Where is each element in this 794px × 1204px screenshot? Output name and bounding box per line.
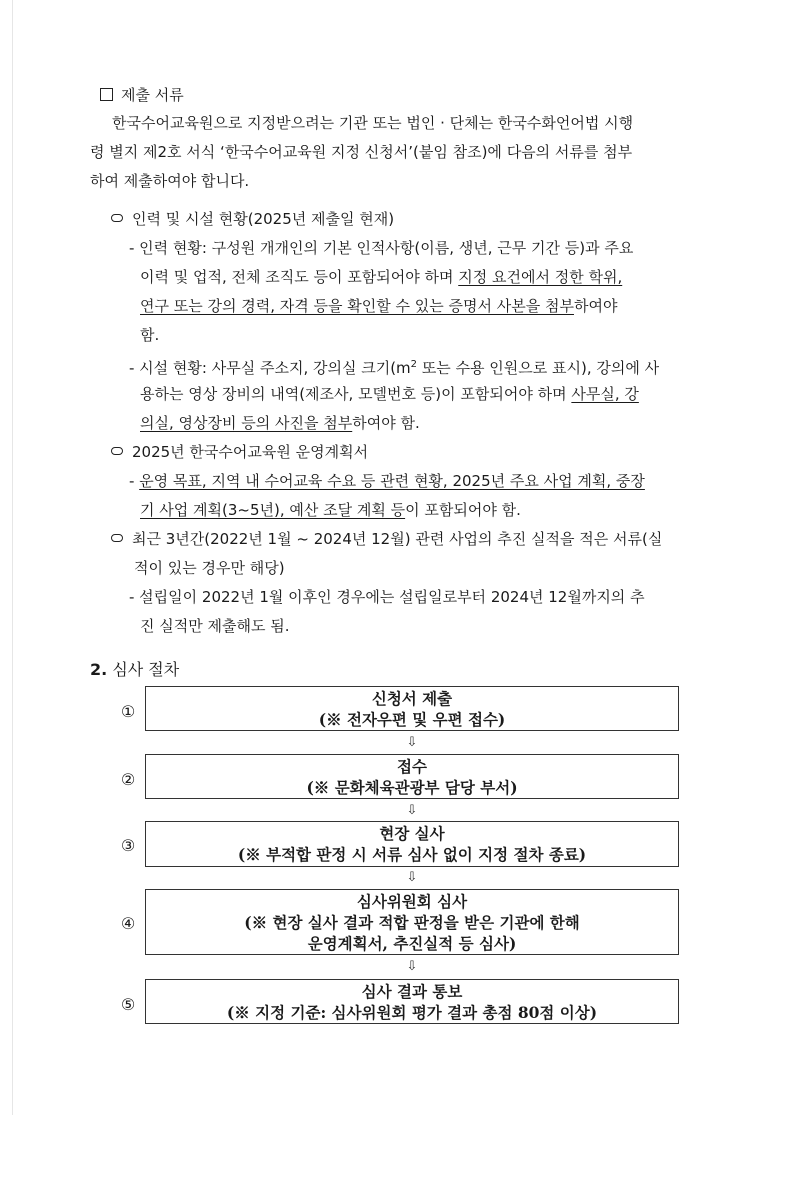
step-2-title: 접수 bbox=[397, 757, 427, 776]
circle-bullet-icon bbox=[111, 534, 123, 542]
personnel-line-3 bbox=[140, 296, 617, 316]
plan-line-2b: 이 포함되어야 함. bbox=[405, 501, 521, 519]
step-box-5 bbox=[145, 979, 679, 1024]
down-arrow-icon: ⇩ bbox=[406, 803, 418, 818]
facility-line-3-underlined: 의실, 영상장비 등의 사진을 첨부 bbox=[140, 414, 353, 432]
procedure-heading bbox=[90, 659, 179, 681]
step-3-note: (※ 부적합 판정 시 서류 심사 없이 지정 절차 종료) bbox=[237, 845, 587, 864]
step-3-title: 현장 실사 bbox=[379, 824, 445, 843]
plan-line-2-underlined: 기 사업 계획(3~5년), 예산 조달 계획 등 bbox=[140, 501, 406, 519]
personnel-line-3-underlined: 연구 또는 강의 경력, 자격 등을 확인할 수 있는 증명서 사본을 첨부 bbox=[140, 297, 574, 315]
down-arrow-icon: ⇩ bbox=[406, 870, 418, 885]
personnel-line-3b: 하여야 bbox=[573, 297, 618, 315]
down-arrow-icon: ⇩ bbox=[406, 735, 418, 750]
step-1-title: 신청서 제출 bbox=[371, 689, 453, 708]
step-4-title: 심사위원회 심사 bbox=[356, 892, 468, 911]
intro-line-1: 한국수어교육원으로 지정받으려는 기관 또는 법인 · 단체는 한국수화언어법 시행 bbox=[112, 114, 634, 132]
step-number-2: ② bbox=[120, 770, 136, 789]
facility-line-3 bbox=[140, 413, 420, 433]
step-number-3: ③ bbox=[120, 836, 136, 855]
step-number-4: ④ bbox=[120, 914, 136, 933]
facility-line-1 bbox=[129, 355, 659, 378]
circle-bullet-icon bbox=[111, 447, 123, 455]
checkbox-square-icon bbox=[100, 88, 113, 101]
item-heading-3 bbox=[111, 529, 662, 549]
intro-line-3: 하여 제출하여야 합니다. bbox=[90, 172, 250, 190]
step-1-note: (※ 전자우편 및 우편 접수) bbox=[318, 710, 506, 729]
item-heading-1-text: 인력 및 시설 현황(2025년 제출일 현재) bbox=[132, 210, 395, 228]
item-heading-2 bbox=[111, 442, 368, 462]
step-number-5: ⑤ bbox=[120, 995, 136, 1014]
record-line-1: - 설립일이 2022년 1월 이후인 경우에는 설립일로부터 2024년 12월까지의 추 bbox=[129, 588, 645, 606]
step-4-note-2: 운영계획서, 추진실적 등 심사) bbox=[307, 934, 517, 953]
plan-line-1a: - bbox=[129, 472, 140, 490]
step-box-1 bbox=[145, 686, 679, 731]
circle-bullet-icon bbox=[111, 214, 123, 222]
section-title bbox=[100, 85, 184, 105]
facility-line-1a: - 시설 현황: 사무실 주소지, 강의실 크기(m bbox=[129, 359, 411, 377]
step-box-2 bbox=[145, 754, 679, 799]
down-arrow-icon: ⇩ bbox=[406, 959, 418, 974]
record-line-2: 진 실적만 제출해도 됨. bbox=[140, 617, 290, 635]
step-5-title: 심사 결과 통보 bbox=[361, 982, 463, 1001]
item-heading-2-text: 2025년 한국수어교육원 운영계획서 bbox=[132, 443, 369, 461]
item-heading-1 bbox=[111, 209, 394, 229]
facility-line-2a: 용하는 영상 장비의 내역(제조사, 모델번호 등)이 포함되어야 하며 bbox=[140, 385, 572, 403]
facility-line-1b: 또는 수용 인원으로 표시), 강의에 사 bbox=[417, 359, 660, 377]
section-title-text: 제출 서류 bbox=[121, 86, 184, 104]
personnel-line-2 bbox=[140, 267, 622, 287]
personnel-line-4: 함. bbox=[140, 326, 160, 344]
item-heading-3-line-2: 적이 있는 경우만 해당) bbox=[134, 559, 285, 577]
personnel-line-2-underlined: 지정 요건에서 정한 학위, bbox=[458, 268, 623, 286]
personnel-line-1: - 인력 현황: 구성원 개개인의 기본 인적사항(이름, 생년, 근무 기간 등)과 주요 bbox=[129, 239, 634, 257]
item-heading-3-text: 최근 3년간(2022년 1월 ~ 2024년 12월) 관련 사업의 추진 실적을 적은 서류(실 bbox=[132, 530, 663, 548]
personnel-line-2a: 이력 및 업적, 전체 조직도 등이 포함되어야 하며 bbox=[140, 268, 459, 286]
superscript-2: 2 bbox=[410, 359, 418, 370]
facility-line-2 bbox=[140, 384, 639, 404]
step-5-note: (※ 지정 기준: 심사위원회 평가 결과 총점 80점 이상) bbox=[226, 1003, 598, 1022]
facility-line-3b: 하여야 함. bbox=[352, 414, 420, 432]
step-2-note: (※ 문화체육관광부 담당 부서) bbox=[306, 778, 518, 797]
procedure-title: 심사 절차 bbox=[112, 660, 180, 679]
step-number-1: ① bbox=[120, 702, 136, 721]
intro-line-2: 령 별지 제2호 서식 ‘한국수어교육원 지정 신청서’(붙임 참조)에 다음의 서류를 첨부 bbox=[90, 143, 633, 161]
plan-line-1 bbox=[129, 471, 645, 491]
plan-line-1-underlined: 운영 목표, 지역 내 수어교육 수요 등 관련 현황, 2025년 주요 사업 계획, 중장 bbox=[139, 472, 645, 490]
procedure-number: 2. bbox=[90, 660, 108, 679]
page-left-border bbox=[12, 0, 13, 1115]
facility-line-2-underlined: 사무실, 강 bbox=[571, 385, 639, 403]
plan-line-2 bbox=[140, 500, 521, 520]
step-4-note-1: (※ 현장 실사 결과 적합 판정을 받은 기관에 한해 bbox=[244, 913, 580, 932]
step-box-4 bbox=[145, 889, 679, 955]
step-box-3 bbox=[145, 821, 679, 867]
